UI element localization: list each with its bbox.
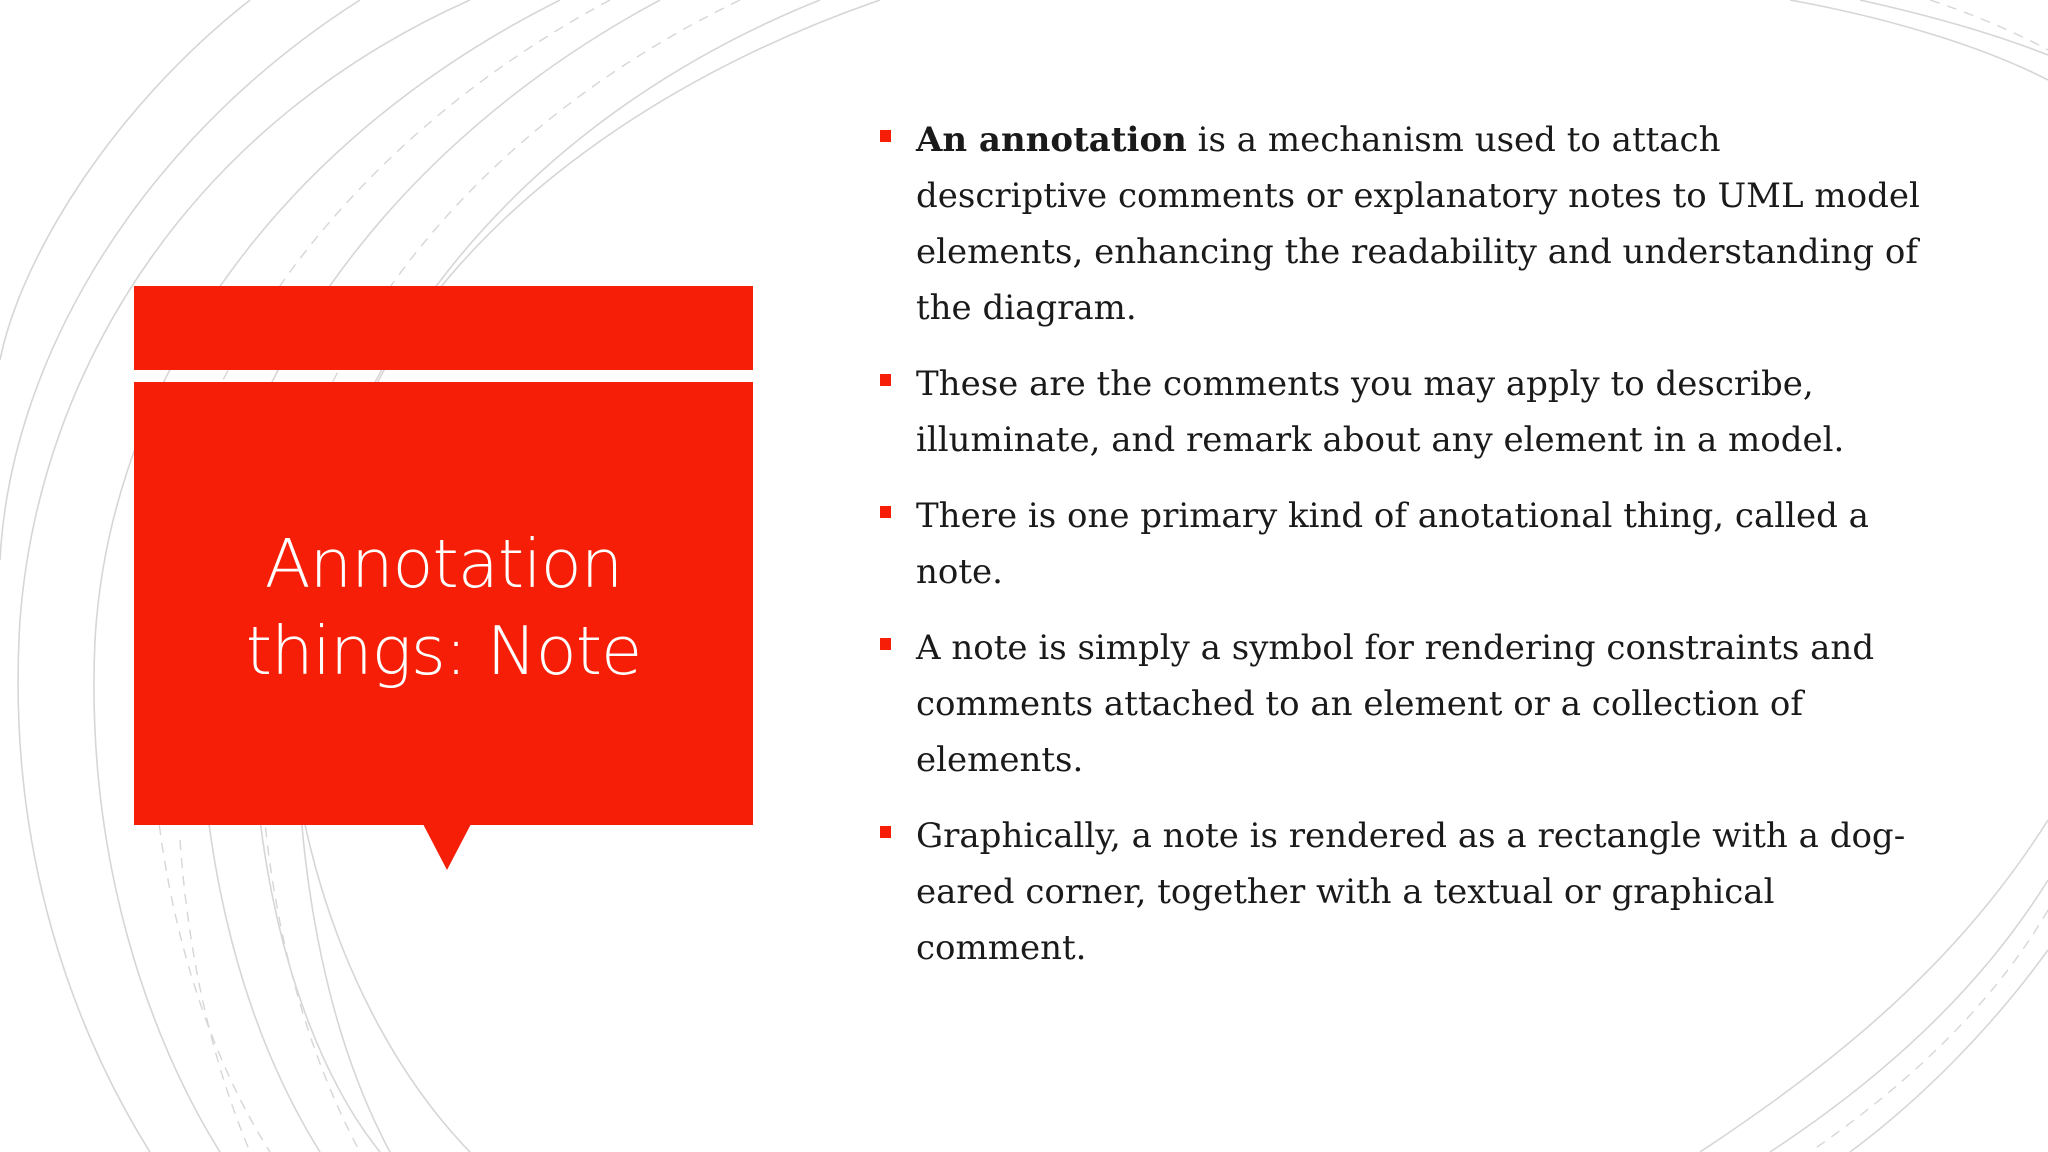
bullet-text: These are the comments you may apply to describe, illuminate, and remark about any element in a model. bbox=[916, 364, 1845, 460]
bullet-item bbox=[880, 620, 1920, 788]
bullet-item bbox=[880, 112, 1920, 336]
bullet-text: There is one primary kind of anotational thing, called a note. bbox=[916, 496, 1869, 592]
bullet-term: An annotation bbox=[916, 120, 1187, 160]
square-bullet-icon bbox=[880, 374, 891, 386]
bullet-text: Graphically, a note is rendered as a rectangle with a dog-eared corner, together with a textual or graphical comment. bbox=[916, 816, 1906, 968]
square-bullet-icon bbox=[880, 638, 891, 650]
square-bullet-icon bbox=[880, 506, 891, 518]
title-accent-bar bbox=[134, 286, 753, 370]
square-bullet-icon bbox=[880, 826, 891, 838]
bullet-item bbox=[880, 808, 1920, 976]
slide-title: Annotation things: Note bbox=[245, 524, 642, 690]
callout-pointer bbox=[423, 824, 471, 870]
bullet-list bbox=[880, 112, 1920, 996]
bullet-text: A note is simply a symbol for rendering constraints and comments attached to an element or a collection of elements. bbox=[916, 628, 1875, 780]
bullet-item bbox=[880, 488, 1920, 600]
bullet-text: is a mechanism used to attach descriptive comments or explanatory notes to UML model elements, enhancing the readability and understanding of the diagram. bbox=[916, 120, 1920, 328]
square-bullet-icon bbox=[880, 130, 891, 142]
title-callout bbox=[134, 382, 753, 825]
bullet-item bbox=[880, 356, 1920, 468]
